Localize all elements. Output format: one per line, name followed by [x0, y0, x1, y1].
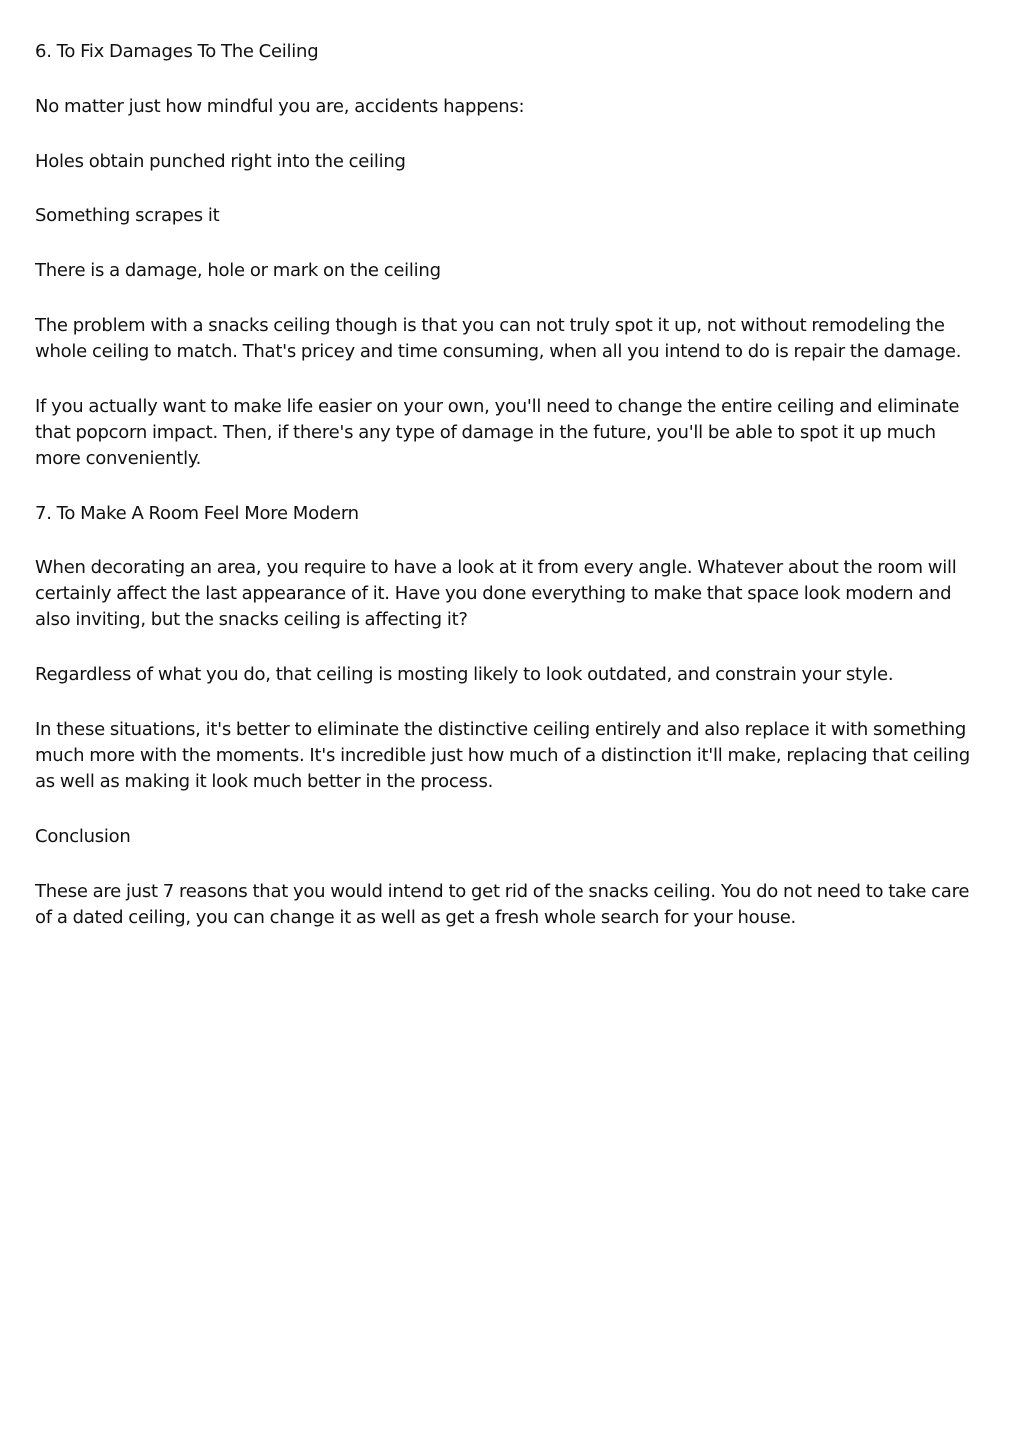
section-heading: Conclusion: [35, 825, 131, 847]
paragraph: In these situations, it's better to eliminate the distinctive ceiling entirely and also replace it with something much more with the moments. It's incredible just how much of a distinction it'll make, replacing that ceiling as well as making it look much better in the process.: [35, 718, 970, 792]
paragraph: No matter just how mindful you are, accidents happens:: [35, 95, 525, 117]
document-page: [35, 39, 980, 959]
paragraph: The problem with a snacks ceiling though is that you can not truly spot it up, not without remodeling the whole ceiling to match. That's pricey and time consuming, when all you intend to do is repair the damage.: [35, 314, 962, 362]
paragraph: These are just 7 reasons that you would intend to get rid of the snacks ceiling. You do not need to take care of a dated ceiling, you can change it as well as get a fresh whole search for your house.: [35, 880, 970, 928]
paragraph: Something scrapes it: [35, 205, 220, 227]
paragraph: Regardless of what you do, that ceiling is mosting likely to look outdated, and constrain your style.: [35, 664, 894, 686]
paragraph: When decorating an area, you require to have a look at it from every angle. Whatever about the room will certainly affect the last appearance of it. Have you done everything to make that space look modern and also inviting, but the snacks ceiling is affecting it?: [35, 557, 957, 631]
paragraph: There is a damage, hole or mark on the ceiling: [35, 260, 441, 282]
section-heading: 6. To Fix Damages To The Ceiling: [35, 41, 319, 62]
paragraph: Holes obtain punched right into the ceiling: [35, 150, 406, 172]
section-heading: 7. To Make A Room Feel More Modern: [35, 502, 359, 524]
paragraph: If you actually want to make life easier on your own, you'll need to change the entire ceiling and eliminate that popcorn impact. Then, if there's any type of damage in the future, you'll be able to spot it up much more conveniently.: [35, 395, 960, 469]
